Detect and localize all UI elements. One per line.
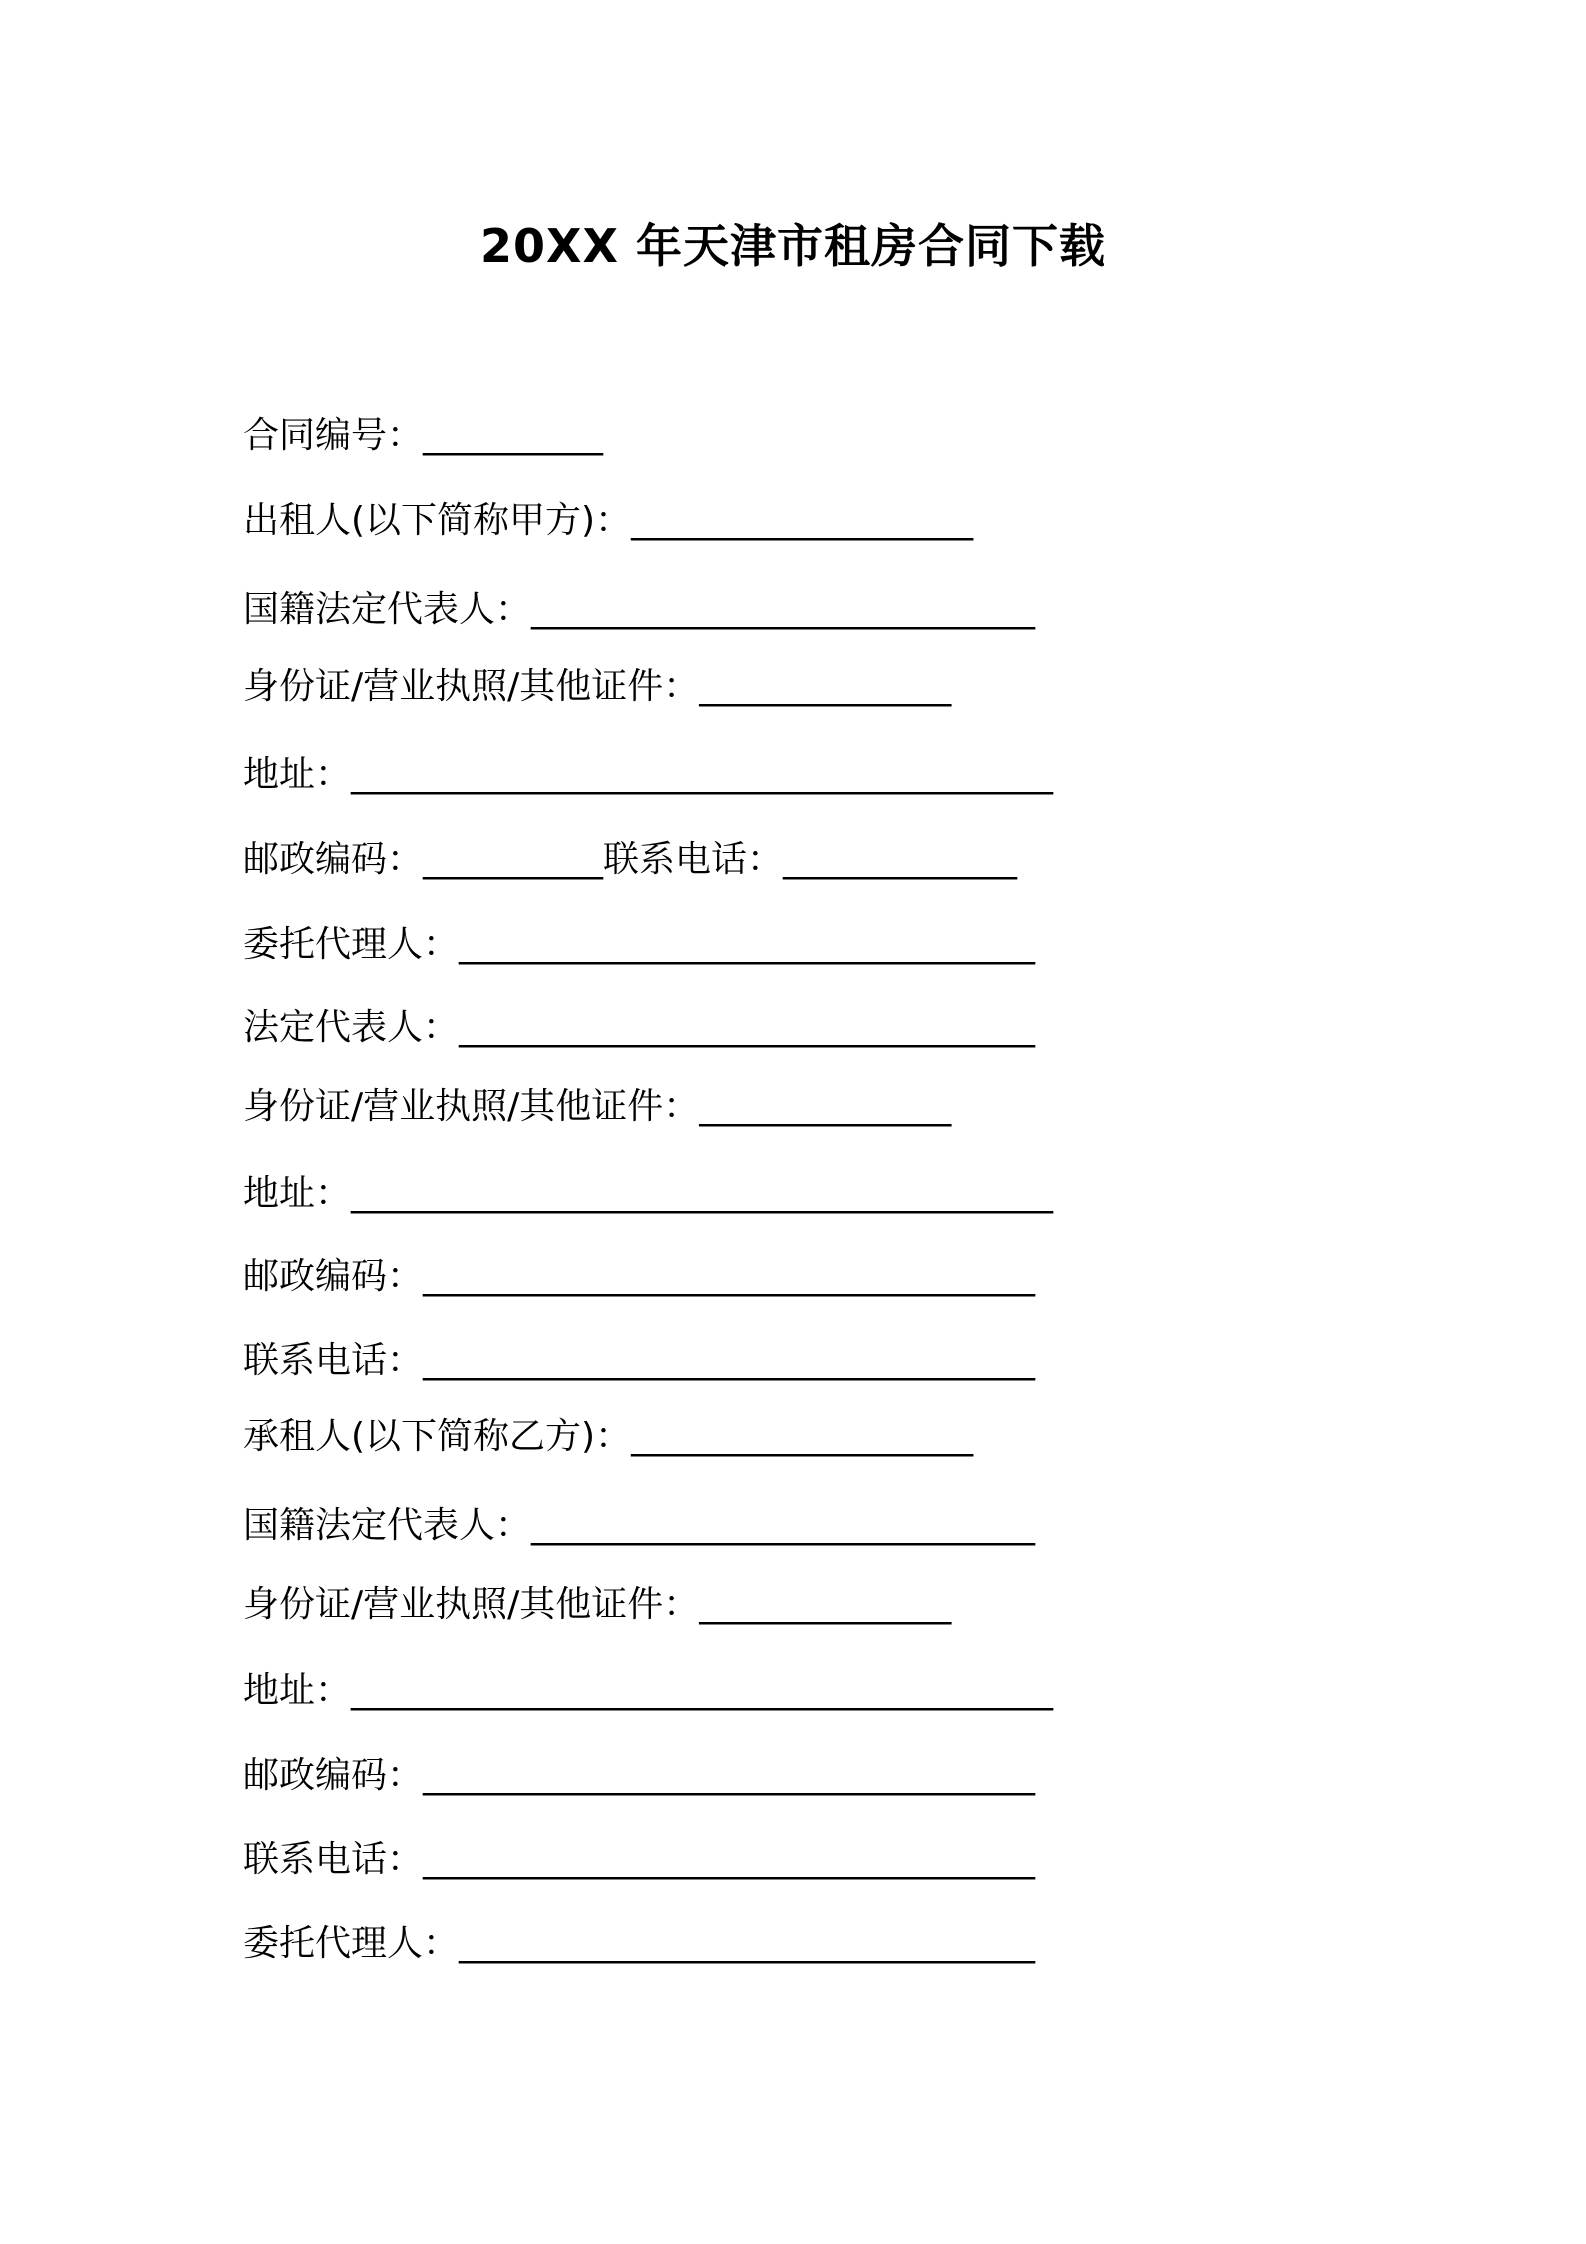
field-label: 合同编号： [243, 415, 424, 456]
lessor-agent-id-document-field [243, 1085, 951, 1129]
fill-in-blank: __________________________________ [423, 1256, 1036, 1297]
postcode-blank: __________ [423, 839, 604, 880]
fill-in-blank: ___________________ [631, 500, 974, 541]
field-label: 地址： [243, 1670, 352, 1711]
lessor-field [243, 499, 973, 543]
lessee-postcode-field [243, 1754, 1035, 1798]
lessor-agent-field [243, 923, 1035, 967]
fill-in-blank: ___________________ [631, 1416, 974, 1457]
lessee-address-field [243, 1669, 1053, 1713]
field-label: 邮政编码： [243, 1256, 424, 1297]
phone-label: 联系电话： [603, 839, 784, 880]
document-title: 20XX 年天津市租房合同下载 [480, 219, 1106, 273]
fill-in-blank: ____________________________ [531, 589, 1036, 630]
lessor-address-field [243, 753, 1053, 797]
field-label: 联系电话： [243, 1340, 424, 1381]
fill-in-blank: __________________________________ [423, 1340, 1036, 1381]
field-label: 法定代表人： [243, 1007, 460, 1048]
field-label: 委托代理人： [243, 1923, 460, 1964]
fill-in-blank: ________________________________ [459, 1923, 1036, 1964]
fill-in-blank: __________________________________ [423, 1839, 1036, 1880]
fill-in-blank: _______________________________________ [351, 1173, 1054, 1214]
fill-in-blank: ________________________________ [459, 1007, 1036, 1048]
lessee-agent-field [243, 1922, 1035, 1966]
fill-in-blank: ______________ [699, 1584, 952, 1625]
field-label: 身份证/营业执照/其他证件： [243, 1584, 700, 1625]
fill-in-blank: _______________________________________ [351, 754, 1054, 795]
lessor-nationality-representative-field [243, 588, 1035, 632]
phone-blank: _____________ [783, 839, 1018, 880]
field-label: 委托代理人： [243, 924, 460, 965]
fill-in-blank: ______________ [699, 666, 952, 707]
lessor-id-document-field [243, 665, 951, 709]
contract-number-field [243, 414, 603, 458]
field-label: 身份证/营业执照/其他证件： [243, 666, 700, 707]
lessor-agent-address-field [243, 1172, 1053, 1216]
field-label: 身份证/营业执照/其他证件： [243, 1086, 700, 1127]
fill-in-blank: __________________________________ [423, 1755, 1036, 1796]
field-label: 地址： [243, 754, 352, 795]
fill-in-blank: __________ [423, 415, 604, 456]
fill-in-blank: ______________ [699, 1086, 952, 1127]
lessee-field [243, 1415, 973, 1459]
field-label: 联系电话： [243, 1839, 424, 1880]
fill-in-blank: ________________________________ [459, 924, 1036, 965]
lessor-postcode-phone-field [243, 838, 1017, 882]
lessor-legal-representative-field [243, 1006, 1035, 1050]
field-label: 承租人(以下简称乙方)： [243, 1416, 632, 1457]
lessor-agent-phone-field [243, 1339, 1035, 1383]
fill-in-blank: _______________________________________ [351, 1670, 1054, 1711]
field-label: 地址： [243, 1173, 352, 1214]
lessor-agent-postcode-field [243, 1255, 1035, 1299]
lessee-id-document-field [243, 1583, 951, 1627]
postcode-label: 邮政编码： [243, 839, 424, 880]
fill-in-blank: ____________________________ [531, 1505, 1036, 1546]
lessee-phone-field [243, 1838, 1035, 1882]
field-label: 国籍法定代表人： [243, 1505, 532, 1546]
field-label: 邮政编码： [243, 1755, 424, 1796]
field-label: 出租人(以下简称甲方)： [243, 500, 632, 541]
field-label: 国籍法定代表人： [243, 589, 532, 630]
lessee-nationality-representative-field [243, 1504, 1035, 1548]
